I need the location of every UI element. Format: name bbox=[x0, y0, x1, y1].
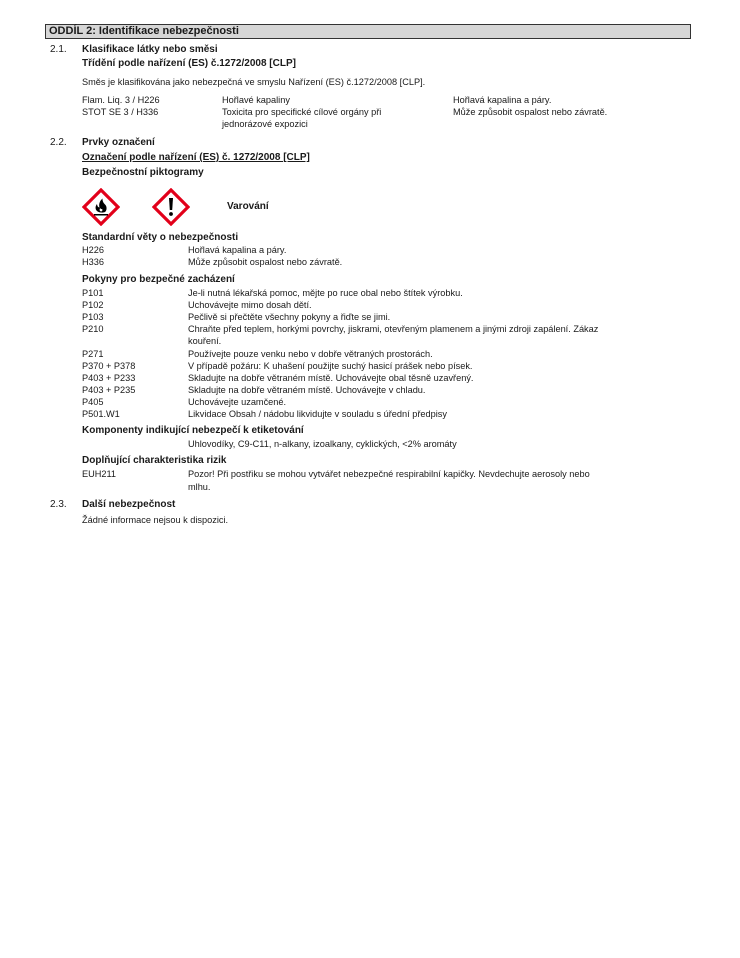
supplemental-text-cont: mlhu. bbox=[188, 482, 211, 492]
s22-number: 2.2. bbox=[50, 137, 67, 148]
exclamation-pictogram-icon bbox=[152, 188, 190, 226]
precaution-code: P403 + P235 bbox=[82, 385, 136, 395]
hazard-text: Hořlavá kapalina a páry. bbox=[188, 245, 287, 255]
precaution-text: Pečlivě si přečtěte všechny pokyny a řiďte se jimi. bbox=[188, 312, 391, 322]
classification-code: STOT SE 3 / H336 bbox=[82, 107, 159, 117]
flame-pictogram-icon bbox=[82, 188, 120, 226]
supplemental-code: EUH211 bbox=[82, 469, 117, 479]
classification-code: Flam. Liq. 3 / H226 bbox=[82, 95, 160, 105]
section-header: ODDÍL 2: Identifikace nebezpečnosti bbox=[45, 24, 691, 39]
classification-statement: Může způsobit ospalost nebo závratě. bbox=[453, 107, 608, 117]
s22-title: Prvky označení bbox=[82, 137, 155, 148]
precaution-text: Skladujte na dobře větraném místě. Uchovávejte obal těsně uzavřený. bbox=[188, 373, 474, 383]
hazard-code: H226 bbox=[82, 245, 104, 255]
precaution-text: V případě požáru: K uhašení použijte suchý hasicí prášek nebo písek. bbox=[188, 361, 473, 371]
precaution-code: P102 bbox=[82, 300, 104, 310]
precautionary-label: Pokyny pro bezpečné zacházení bbox=[82, 274, 235, 285]
components-text: Uhlovodíky, C9-C11, n-alkany, izoalkany, cyklických, <2% aromáty bbox=[188, 439, 457, 449]
s23-title: Další nebezpečnost bbox=[82, 499, 176, 510]
classification-desc-cont: jednorázové expozici bbox=[222, 119, 308, 129]
precaution-text: Chraňte před teplem, horkými povrchy, jiskrami, otevřeným plamenem a jinými zdroji zapálení. Zákaz bbox=[188, 324, 599, 334]
precaution-text: Používejte pouze venku nebo v dobře větraných prostorách. bbox=[188, 349, 433, 359]
precaution-text: Likvidace Obsah / nádobu likvidujte v souladu s úřední předpisy bbox=[188, 409, 447, 419]
precaution-code: P405 bbox=[82, 397, 104, 407]
precaution-text: Uchovávejte mimo dosah dětí. bbox=[188, 300, 312, 310]
s21-subtitle: Třídění podle nařízení (ES) č.1272/2008 [CLP] bbox=[82, 58, 296, 69]
components-label: Komponenty indikující nebezpečí k etiketování bbox=[82, 425, 304, 436]
s21-note: Směs je klasifikována jako nebezpečná ve smyslu Nařízení (ES) č.1272/2008 [CLP]. bbox=[82, 77, 426, 87]
precaution-code: P271 bbox=[82, 349, 104, 359]
precaution-text: Uchovávejte uzamčené. bbox=[188, 397, 287, 407]
precaution-code: P501.W1 bbox=[82, 409, 120, 419]
precaution-text-cont: kouření. bbox=[188, 336, 222, 346]
precaution-code: P103 bbox=[82, 312, 104, 322]
s22-subtitle: Označení podle nařízení (ES) č. 1272/2008 [CLP] bbox=[82, 152, 310, 163]
classification-statement: Hořlavá kapalina a páry. bbox=[453, 95, 552, 105]
s23-text: Žádné informace nejsou k dispozici. bbox=[82, 515, 229, 525]
hazard-statements-label: Standardní věty o nebezpečnosti bbox=[82, 232, 239, 243]
classification-desc: Hořlavé kapaliny bbox=[222, 95, 290, 105]
supplemental-text: Pozor! Při postřiku se mohou vytvářet nebezpečné respirabilní kapičky. Nevdechujte aerosoly nebo bbox=[188, 469, 590, 479]
signal-word: Varování bbox=[227, 201, 269, 212]
s21-title: Klasifikace látky nebo směsi bbox=[82, 44, 218, 55]
precaution-code: P210 bbox=[82, 324, 104, 334]
precaution-text: Je-li nutná lékařská pomoc, mějte po ruce obal nebo štítek výrobku. bbox=[188, 288, 463, 298]
supplemental-label: Doplňující charakteristika rizik bbox=[82, 455, 227, 466]
precaution-code: P403 + P233 bbox=[82, 373, 136, 383]
precaution-text: Skladujte na dobře větraném místě. Uchovávejte v chladu. bbox=[188, 385, 426, 395]
s21-number: 2.1. bbox=[50, 44, 67, 55]
hazard-text: Může způsobit ospalost nebo závratě. bbox=[188, 257, 343, 267]
s23-number: 2.3. bbox=[50, 499, 67, 510]
precaution-code: P101 bbox=[82, 288, 104, 298]
pictograms-label: Bezpečnostní piktogramy bbox=[82, 167, 204, 178]
classification-desc: Toxicita pro specifické cílové orgány při bbox=[222, 107, 382, 117]
precaution-code: P370 + P378 bbox=[82, 361, 136, 371]
hazard-code: H336 bbox=[82, 257, 104, 267]
